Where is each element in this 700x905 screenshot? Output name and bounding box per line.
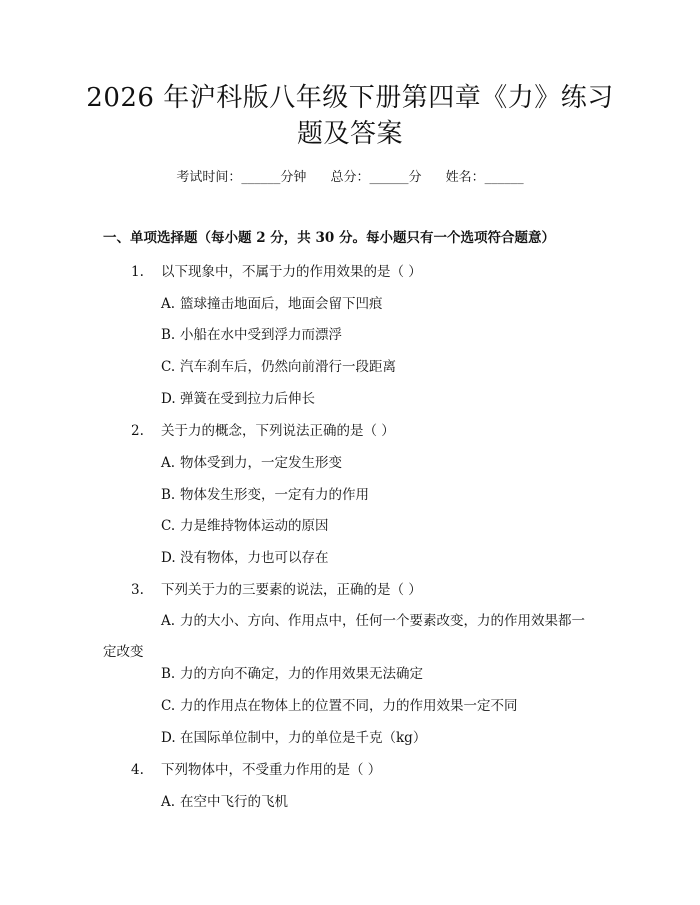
option-item [103, 606, 597, 668]
option-text: 汽车刹车后，仍然向前滑行一段距离 [180, 359, 396, 375]
option-text: 物体受到力，一定发生形变 [180, 455, 342, 471]
question-stem: 关于力的概念，下列说法正确的是（ ） [161, 423, 395, 439]
option-letter: A. [161, 794, 176, 810]
option-letter: D. [161, 550, 176, 566]
option-item [161, 453, 342, 473]
question-number: 1. [131, 264, 144, 280]
option-letter: C. [161, 518, 176, 534]
option-item [161, 548, 329, 568]
option-text: 力的大小、方向、作用点中，任何一个要素改变，力的作用效果都一定改变 [103, 613, 585, 660]
question-number: 3. [131, 582, 144, 598]
option-letter: B. [161, 327, 176, 343]
title-line-1: 2026 年沪科版八年级下册第四章《力》练习 [86, 83, 614, 113]
option-text: 小船在水中受到浮力而漂浮 [180, 327, 342, 343]
option-item [161, 664, 423, 684]
option-text: 没有物体，力也可以存在 [180, 550, 329, 566]
option-item [161, 389, 315, 409]
student-name-field: 姓名：______ [445, 170, 524, 185]
question-stem: 下列关于力的三要素的说法，正确的是（ ） [161, 582, 422, 598]
option-letter: C. [161, 698, 176, 714]
option-text: 物体发生形变，一定有力的作用 [180, 487, 369, 503]
section-heading: 一、单项选择题（每小题 2 分，共 30 分。每小题只有一个选项符合题意） [103, 230, 555, 246]
option-letter: B. [161, 666, 176, 682]
option-text: 力的作用点在物体上的位置不同，力的作用效果一定不同 [180, 698, 518, 714]
page-title [60, 80, 640, 152]
total-score-field: 总分：______分 [330, 170, 422, 185]
title-line-2: 题及答案 [296, 119, 403, 149]
option-letter: A. [161, 455, 176, 471]
question-stem: 以下现象中，不属于力的作用效果的是（ ） [161, 264, 422, 280]
option-letter: A. [161, 613, 176, 629]
option-item [161, 516, 329, 536]
option-text: 在国际单位制中，力的单位是千克（kg） [180, 730, 427, 746]
option-item [161, 792, 288, 812]
question-number: 4. [131, 762, 144, 778]
option-letter: B. [161, 487, 176, 503]
exam-info [0, 168, 700, 188]
exam-time-field: 考试时间：______分钟 [176, 170, 307, 185]
option-text: 在空中飞行的飞机 [180, 794, 288, 810]
option-text: 力的方向不确定，力的作用效果无法确定 [180, 666, 423, 682]
option-letter: D. [161, 391, 176, 407]
question-stem: 下列物体中，不受重力作用的是（ ） [161, 762, 382, 778]
option-item [161, 728, 426, 748]
option-letter: A. [161, 296, 176, 312]
option-item [161, 696, 518, 716]
option-text: 篮球撞击地面后，地面会留下凹痕 [180, 296, 383, 312]
option-item [161, 325, 342, 345]
option-text: 弹簧在受到拉力后伸长 [180, 391, 315, 407]
option-item [161, 357, 396, 377]
option-text: 力是维持物体运动的原因 [180, 518, 329, 534]
option-item [161, 294, 383, 314]
question-number: 2. [131, 423, 144, 439]
option-item [161, 485, 369, 505]
option-letter: D. [161, 730, 176, 746]
option-letter: C. [161, 359, 176, 375]
